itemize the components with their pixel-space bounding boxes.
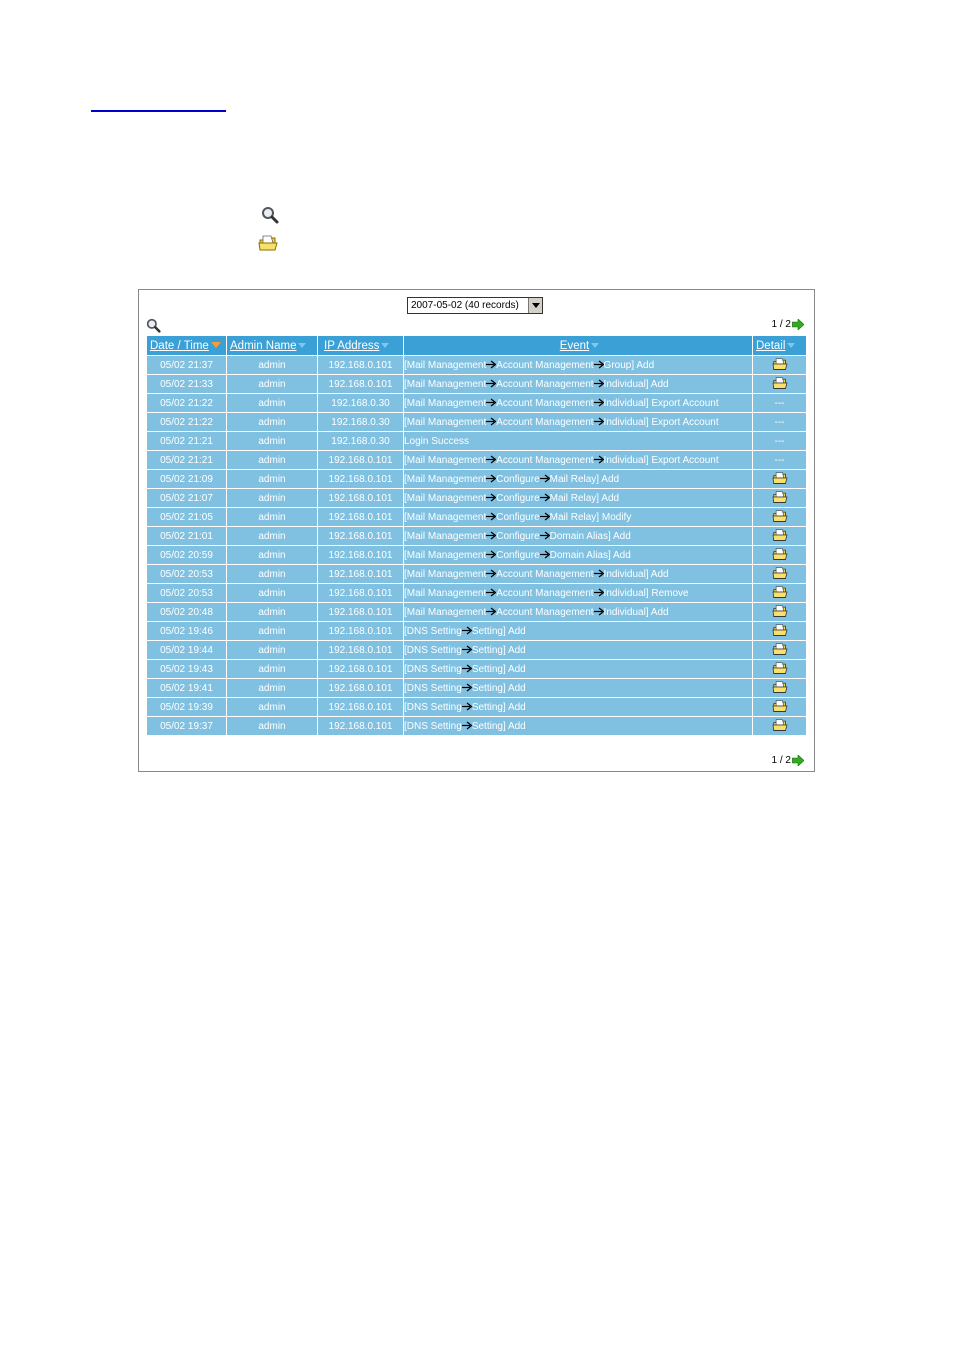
event-segment: Mail Relay] Add xyxy=(549,492,620,504)
cell-detail xyxy=(753,375,807,394)
table-row xyxy=(147,375,807,394)
column-header-admin[interactable]: Admin Name xyxy=(227,336,318,356)
cell-detail xyxy=(753,717,807,736)
table-row xyxy=(147,546,807,565)
cell-datetime: 05/02 19:43 xyxy=(147,660,227,679)
cell-datetime: 05/02 21:07 xyxy=(147,489,227,508)
cell-ip: 192.168.0.101 xyxy=(318,508,404,527)
table-row xyxy=(147,698,807,717)
folder-open-icon[interactable] xyxy=(772,705,788,716)
cell-event xyxy=(404,527,753,546)
cell-detail xyxy=(753,413,807,432)
cell-admin: admin xyxy=(227,546,318,565)
arrow-right-icon xyxy=(540,550,550,561)
pager-text: 1 / 2 xyxy=(771,755,791,766)
arrow-right-icon xyxy=(540,512,550,523)
cell-admin: admin xyxy=(227,717,318,736)
cell-admin: admin xyxy=(227,622,318,641)
arrow-right-icon xyxy=(462,721,472,732)
cell-event xyxy=(404,641,753,660)
cell-event xyxy=(404,565,753,584)
next-page-arrow-icon[interactable] xyxy=(792,755,804,766)
event-segment: Account Management xyxy=(496,568,594,580)
event-segment: Setting] Add xyxy=(471,701,526,713)
cell-datetime: 05/02 21:09 xyxy=(147,470,227,489)
event-segment: Domain Alias] Add xyxy=(549,549,631,561)
cell-datetime: 05/02 21:33 xyxy=(147,375,227,394)
cell-datetime: 05/02 21:21 xyxy=(147,432,227,451)
event-segment: Configure xyxy=(496,492,540,504)
cell-ip: 192.168.0.101 xyxy=(318,527,404,546)
cell-event xyxy=(404,508,753,527)
event-segment: Configure xyxy=(496,530,540,542)
arrow-right-icon xyxy=(486,531,496,542)
arrow-right-icon xyxy=(486,607,496,618)
detail-none: --- xyxy=(774,397,785,409)
folder-open-icon[interactable] xyxy=(772,686,788,697)
cell-ip: 192.168.0.101 xyxy=(318,622,404,641)
cell-admin: admin xyxy=(227,660,318,679)
cell-ip: 192.168.0.30 xyxy=(318,432,404,451)
cell-event xyxy=(404,698,753,717)
arrow-right-icon xyxy=(540,531,550,542)
pager-top xyxy=(772,319,804,330)
cell-detail xyxy=(753,565,807,584)
cell-admin: admin xyxy=(227,679,318,698)
arrow-right-icon xyxy=(540,493,550,504)
cell-event xyxy=(404,413,753,432)
folder-open-icon[interactable] xyxy=(772,496,788,507)
cell-event xyxy=(404,356,753,375)
arrow-right-icon xyxy=(486,379,496,390)
cell-event xyxy=(404,489,753,508)
event-segment: Individual] Add xyxy=(603,568,669,580)
cell-datetime: 05/02 19:46 xyxy=(147,622,227,641)
cell-datetime: 05/02 19:41 xyxy=(147,679,227,698)
arrow-right-icon xyxy=(462,626,472,637)
arrow-right-icon xyxy=(486,588,496,599)
cell-event xyxy=(404,717,753,736)
cell-event xyxy=(404,375,753,394)
detail-none: --- xyxy=(774,435,785,447)
cell-ip: 192.168.0.101 xyxy=(318,356,404,375)
event-segment: Setting] Add xyxy=(471,625,526,637)
cell-datetime: 05/02 19:37 xyxy=(147,717,227,736)
folder-open-icon[interactable] xyxy=(772,534,788,545)
arrow-right-icon xyxy=(486,417,496,428)
cell-admin: admin xyxy=(227,375,318,394)
cell-detail xyxy=(753,451,807,470)
arrow-right-icon xyxy=(594,569,604,580)
sort-desc-icon xyxy=(211,342,221,348)
arrow-right-icon xyxy=(594,417,604,428)
pager-bottom xyxy=(772,755,804,766)
event-segment: Setting] Add xyxy=(471,720,526,732)
sort-icon xyxy=(787,343,795,348)
cell-ip: 192.168.0.101 xyxy=(318,470,404,489)
folder-open-icon[interactable] xyxy=(772,382,788,393)
table-row xyxy=(147,660,807,679)
table-row xyxy=(147,565,807,584)
cell-datetime: 05/02 19:44 xyxy=(147,641,227,660)
table-row xyxy=(147,717,807,736)
cell-ip: 192.168.0.101 xyxy=(318,660,404,679)
table-row xyxy=(147,641,807,660)
cell-detail xyxy=(753,470,807,489)
cell-admin: admin xyxy=(227,584,318,603)
folder-open-icon[interactable] xyxy=(772,610,788,621)
cell-admin: admin xyxy=(227,451,318,470)
event-segment: Individual] Add xyxy=(603,378,669,390)
cell-event xyxy=(404,432,753,451)
cell-admin: admin xyxy=(227,698,318,717)
table-row xyxy=(147,489,807,508)
event-segment: Account Management xyxy=(496,416,594,428)
cell-ip: 192.168.0.101 xyxy=(318,375,404,394)
cell-ip: 192.168.0.101 xyxy=(318,546,404,565)
cell-admin: admin xyxy=(227,527,318,546)
table-row xyxy=(147,413,807,432)
sort-icon xyxy=(298,343,306,348)
arrow-right-icon xyxy=(486,512,496,523)
arrow-right-icon xyxy=(594,398,604,409)
folder-open-icon[interactable] xyxy=(772,591,788,602)
folder-open-icon[interactable] xyxy=(772,477,788,488)
event-segment: Configure xyxy=(496,473,540,485)
folder-open-icon[interactable] xyxy=(772,648,788,659)
cell-ip: 192.168.0.101 xyxy=(318,603,404,622)
cell-datetime: 05/02 19:39 xyxy=(147,698,227,717)
table-row xyxy=(147,603,807,622)
event-segment: [Mail Management xyxy=(404,473,487,485)
arrow-right-icon xyxy=(594,607,604,618)
cell-ip: 192.168.0.101 xyxy=(318,641,404,660)
cell-event xyxy=(404,546,753,565)
cell-event xyxy=(404,394,753,413)
folder-open-icon[interactable] xyxy=(772,724,788,735)
event-segment: Configure xyxy=(496,549,540,561)
next-page-arrow-icon[interactable] xyxy=(792,319,804,330)
cell-admin: admin xyxy=(227,432,318,451)
cell-admin: admin xyxy=(227,641,318,660)
cell-detail xyxy=(753,546,807,565)
cell-detail xyxy=(753,489,807,508)
column-header-detail[interactable]: Detail xyxy=(753,336,807,356)
event-segment: [Mail Management xyxy=(404,568,487,580)
event-segment: Group] Add xyxy=(603,359,655,371)
cell-ip: 192.168.0.101 xyxy=(318,717,404,736)
event-segment: Setting] Add xyxy=(471,682,526,694)
cell-detail xyxy=(753,660,807,679)
event-segment: [DNS Setting xyxy=(404,663,462,675)
cell-detail xyxy=(753,641,807,660)
arrow-right-icon xyxy=(462,702,472,713)
event-segment: [Mail Management xyxy=(404,359,487,371)
cell-admin: admin xyxy=(227,356,318,375)
log-table xyxy=(146,335,807,736)
cell-admin: admin xyxy=(227,470,318,489)
event-segment: Domain Alias] Add xyxy=(549,530,631,542)
top-link-underline[interactable] xyxy=(91,110,226,112)
event-segment: Individual] Add xyxy=(603,606,669,618)
event-segment: Account Management xyxy=(496,587,594,599)
folder-open-icon[interactable] xyxy=(772,515,788,526)
event-segment: Account Management xyxy=(496,359,594,371)
cell-datetime: 05/02 20:53 xyxy=(147,584,227,603)
event-segment: Individual] Remove xyxy=(603,587,689,599)
event-segment: [Mail Management xyxy=(404,549,487,561)
log-panel xyxy=(138,289,815,772)
event-segment: Setting] Add xyxy=(471,663,526,675)
table-row xyxy=(147,394,807,413)
cell-detail xyxy=(753,394,807,413)
event-segment: [DNS Setting xyxy=(404,625,462,637)
arrow-right-icon xyxy=(486,493,496,504)
cell-datetime: 05/02 21:22 xyxy=(147,394,227,413)
folder-open-icon[interactable] xyxy=(772,572,788,583)
cell-ip: 192.168.0.101 xyxy=(318,565,404,584)
cell-detail xyxy=(753,622,807,641)
table-row xyxy=(147,356,807,375)
table-row xyxy=(147,470,807,489)
event-segment: [Mail Management xyxy=(404,606,487,618)
event-segment: [DNS Setting xyxy=(404,720,462,732)
cell-ip: 192.168.0.101 xyxy=(318,679,404,698)
cell-event xyxy=(404,622,753,641)
table-row xyxy=(147,451,807,470)
cell-datetime: 05/02 20:59 xyxy=(147,546,227,565)
cell-ip: 192.168.0.101 xyxy=(318,698,404,717)
event-segment: Individual] Export Account xyxy=(603,416,719,428)
cell-detail xyxy=(753,356,807,375)
log-table-body xyxy=(147,356,807,736)
table-row xyxy=(147,622,807,641)
cell-ip: 192.168.0.101 xyxy=(318,584,404,603)
cell-datetime: 05/02 21:01 xyxy=(147,527,227,546)
event-segment: Login Success xyxy=(404,435,470,447)
cell-admin: admin xyxy=(227,508,318,527)
pager-text: 1 / 2 xyxy=(771,319,791,330)
event-segment: [Mail Management xyxy=(404,416,487,428)
event-segment: Individual] Export Account xyxy=(603,397,719,409)
event-segment: [Mail Management xyxy=(404,454,487,466)
cell-datetime: 05/02 21:37 xyxy=(147,356,227,375)
event-segment: Account Management xyxy=(496,606,594,618)
cell-datetime: 05/02 21:22 xyxy=(147,413,227,432)
cell-ip: 192.168.0.30 xyxy=(318,413,404,432)
cell-admin: admin xyxy=(227,413,318,432)
event-segment: [DNS Setting xyxy=(404,644,462,656)
arrow-right-icon xyxy=(594,360,604,371)
event-segment: [Mail Management xyxy=(404,587,487,599)
folder-open-icon[interactable] xyxy=(772,629,788,640)
cell-datetime: 05/02 21:05 xyxy=(147,508,227,527)
cell-detail xyxy=(753,432,807,451)
folder-open-icon xyxy=(258,234,278,257)
cell-ip: 192.168.0.101 xyxy=(318,489,404,508)
event-segment: Account Management xyxy=(496,454,594,466)
table-row xyxy=(147,584,807,603)
event-segment: Individual] Export Account xyxy=(603,454,719,466)
cell-event xyxy=(404,679,753,698)
arrow-right-icon xyxy=(486,398,496,409)
cell-datetime: 05/02 20:48 xyxy=(147,603,227,622)
arrow-right-icon xyxy=(594,588,604,599)
table-row xyxy=(147,508,807,527)
cell-event xyxy=(404,470,753,489)
cell-detail xyxy=(753,527,807,546)
event-segment: Account Management xyxy=(496,378,594,390)
cell-detail xyxy=(753,584,807,603)
cell-detail xyxy=(753,698,807,717)
arrow-right-icon xyxy=(462,645,472,656)
event-segment: [Mail Management xyxy=(404,378,487,390)
event-segment: [Mail Management xyxy=(404,397,487,409)
event-segment: [DNS Setting xyxy=(404,682,462,694)
date-select-value: 2007-05-02 (40 records) xyxy=(411,300,519,311)
event-segment: Setting] Add xyxy=(471,644,526,656)
event-segment: Mail Relay] Add xyxy=(549,473,620,485)
column-header-datetime[interactable]: Date / Time xyxy=(147,336,227,356)
arrow-right-icon xyxy=(486,474,496,485)
arrow-right-icon xyxy=(594,455,604,466)
cell-admin: admin xyxy=(227,394,318,413)
folder-open-icon[interactable] xyxy=(772,667,788,678)
chevron-down-icon[interactable] xyxy=(528,298,542,313)
table-row xyxy=(147,679,807,698)
cell-admin: admin xyxy=(227,489,318,508)
arrow-right-icon xyxy=(462,664,472,675)
arrow-right-icon xyxy=(486,550,496,561)
cell-datetime: 05/02 21:21 xyxy=(147,451,227,470)
arrow-right-icon xyxy=(594,379,604,390)
arrow-right-icon xyxy=(486,360,496,371)
sort-icon xyxy=(381,343,389,348)
table-header-row xyxy=(147,336,807,356)
cell-detail xyxy=(753,679,807,698)
cell-datetime: 05/02 20:53 xyxy=(147,565,227,584)
cell-event xyxy=(404,660,753,679)
event-segment: [Mail Management xyxy=(404,511,487,523)
sort-icon xyxy=(591,343,599,348)
cell-event xyxy=(404,584,753,603)
cell-admin: admin xyxy=(227,565,318,584)
table-row xyxy=(147,527,807,546)
cell-ip: 192.168.0.101 xyxy=(318,451,404,470)
event-segment: Mail Relay] Modify xyxy=(549,511,632,523)
event-segment: [DNS Setting xyxy=(404,701,462,713)
arrow-right-icon xyxy=(540,474,550,485)
cell-ip: 192.168.0.30 xyxy=(318,394,404,413)
detail-none: --- xyxy=(774,454,785,466)
arrow-right-icon xyxy=(486,455,496,466)
folder-open-icon[interactable] xyxy=(772,553,788,564)
arrow-right-icon xyxy=(462,683,472,694)
magnifier-icon xyxy=(261,206,279,229)
event-segment: Configure xyxy=(496,511,540,523)
date-select[interactable] xyxy=(407,297,543,314)
arrow-right-icon xyxy=(486,569,496,580)
column-header-ip[interactable]: IP Address xyxy=(318,336,404,356)
column-header-event[interactable]: Event xyxy=(404,336,753,356)
folder-open-icon[interactable] xyxy=(772,363,788,374)
event-segment: [Mail Management xyxy=(404,530,487,542)
cell-detail xyxy=(753,508,807,527)
cell-event xyxy=(404,603,753,622)
event-segment: [Mail Management xyxy=(404,492,487,504)
event-segment: Account Management xyxy=(496,397,594,409)
cell-admin: admin xyxy=(227,603,318,622)
detail-none: --- xyxy=(774,416,785,428)
cell-detail xyxy=(753,603,807,622)
table-row xyxy=(147,432,807,451)
cell-event xyxy=(404,451,753,470)
